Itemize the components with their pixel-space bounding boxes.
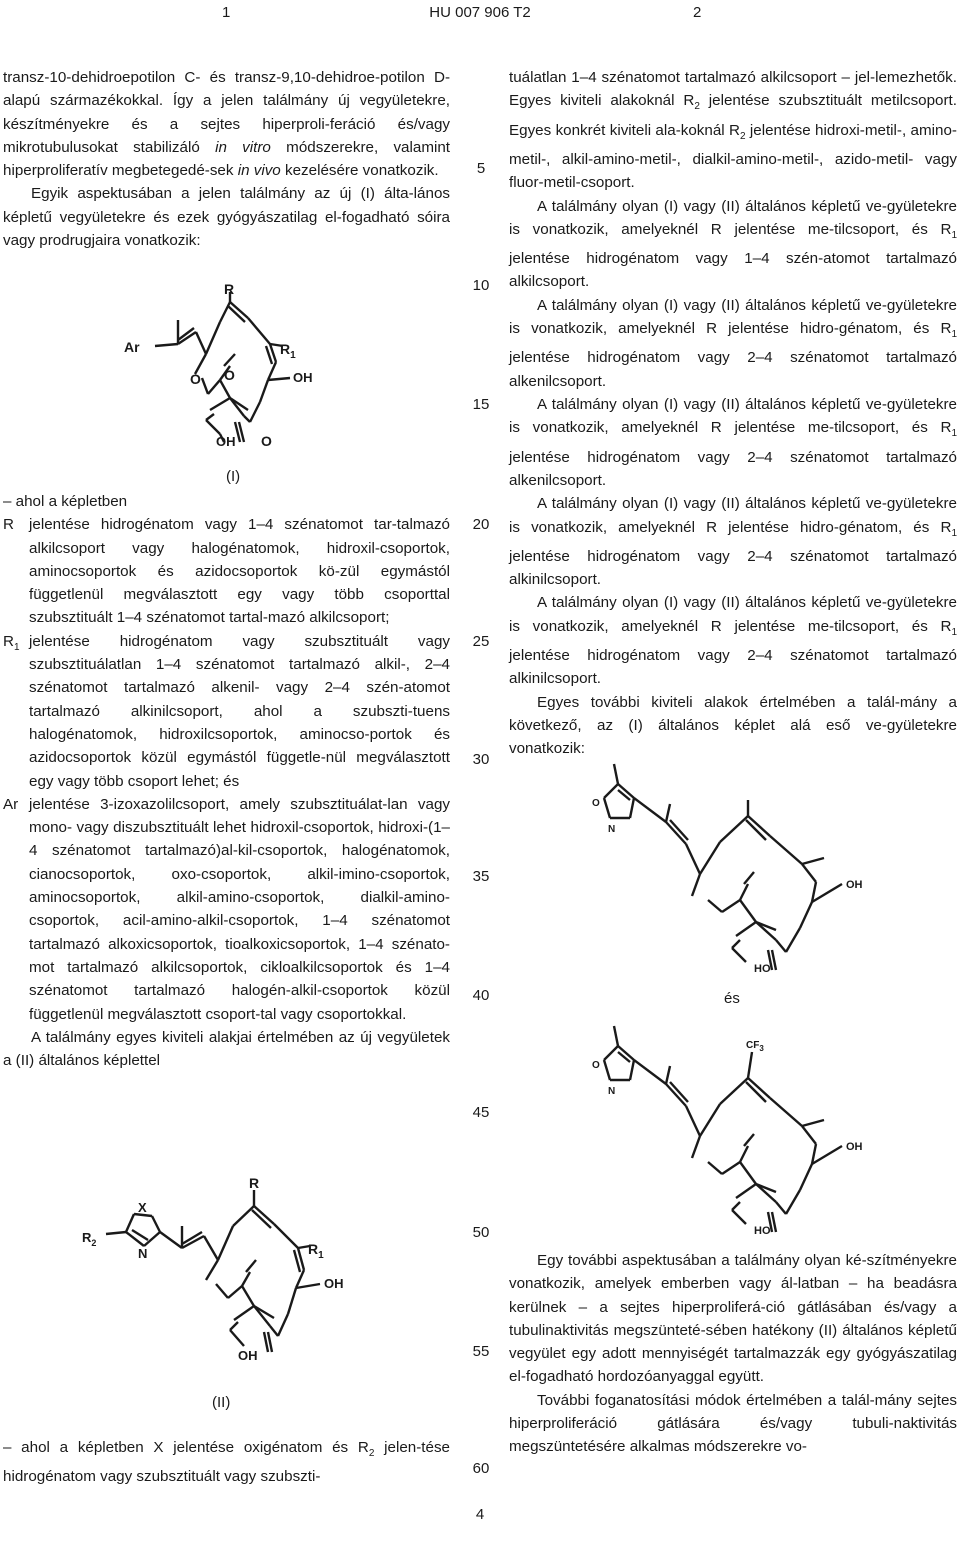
definition-R1: $R_1$ jelentése hidrogénatom vagy szubsztituált vagy szubsztituálatlan 1–4 szénatomot tartalmazó alkil-, 2–4 szénatomot tartalmazó alkenil- vagy 2–4 szén-atomot tartalmazó alkinilcsoport, ahol a szubszti-tuens halogénatomok, hidroxilcsoportok, aminocso-portok és azidocsoportok közül egymástól függetle-nül megválasztott egy vagy több csoport lehet; és (3, 632, 450, 790)
svg-text:O: O (190, 371, 201, 387)
definition-Ar: Ar jelentése 3-izoxazolilcsoport, amely szubsztituálat-lan vagy mono- vagy diszubsztituált lehet hidroxil-csoportok, hidroxi-(1–4 szénatomot tartalmazó)al-kil-csoportok, halogénatomok, cianocsoportok, oxo-csoportok, alkil-imino-csoportok, aminocsoportok, alkil-amino-csoportok, dialkil-amino-csoportok, acil-amino-alkil-csoportok, 1–4 szénatomot tartalmazó alkoxicsoportok, tioalkoxicsoportok, 1–4 szénato-mot tartalmazó alkilcsoportok, cikloalkilcsoportok és 1–4 szénatomot tartalmazó halogén-alkil-csoportok közül függetlenül megválasztott csoport-tal vagy csoportokkal. (3, 795, 450, 1023)
right-paragraph-5: A találmány olyan (I) vagy (II) általános képletű ve-gyületekre is vonatkozik, amelyeknél R jelentése hidro-génatom, és $R_1$ jelentése hidrogénatom vagy 2–4 szénatomot tartalmazó alkinilcsoport. (509, 495, 957, 589)
right-paragraph-1: tuálatlan 1–4 szénatomot tartalmazó alkilcsoport – jel-lemezhetők. Egyes kiviteli alakoknál $R_2$ jelentése szubsztituált metilcsoport. Egyes konkrét kiviteli ala-koknál $R_2$ jelentése hidroxi-metil-, amino-metil-, alkil-amino-metil-, dialkil-amino-metil-, azido-metil- vagy fluor-metil-csoport. (509, 69, 957, 192)
svg-text:R: R (249, 1176, 260, 1191)
line-number: 55 (472, 1343, 490, 1360)
formula-I-label: (I) (226, 468, 241, 485)
footer-page-number: 4 (475, 1506, 485, 1523)
left-paragraph-4: – ahol a képletben X jelentése oxigénatom és $R_2$ jelen-tése hidrogénatom vagy szubsztituált vagy szubszti- (3, 1439, 450, 1486)
line-number: 30 (472, 751, 490, 768)
right-paragraph-8: Egy további aspektusában a találmány olyan ké-szítményekre vonatkozik, amelyek emberben vagy ál-latban – ha beadásra kerülnek – a sejtes hiperproliferá-ció gátlásában és/vagy a tubulinaktivitás megszünteté-sében hatékony (II) általános képletű vegyület egy adott mennyiségét tartalmazzák egy gyógyászatilag el-fogadható hordozóanyaggal együtt. (509, 1252, 957, 1386)
structure-compound-B (590, 1022, 900, 1242)
line-number: 25 (472, 633, 490, 650)
definition-R: R jelentése hidrogénatom vagy 1–4 szénatomot tar-talmazó alkilcsoport vagy halogénatomok, hidroxil-csoportok, aminocsoportok és azidocsoportok kö-zül egymástól függetlenül megválasztott egy vagy több csoporttal szubsztituált 1–4 szénatomot tartal-mazó alkilcsoport; (3, 516, 450, 627)
svg-text:O: O (592, 1060, 600, 1071)
structure-formula-I (120, 282, 330, 452)
and-label: és (724, 990, 740, 1007)
left-paragraph-1: transz-10-dehidroepotilon C- és transz-9,10-dehidroe-potilon D-alapú származékokkal. Így a jelen találmány új vegyületekre, készítményekre és a sejtes hiperproli-feráció és/vagy mikrotubulusokat stabilizáló in vitro módszerekre, valamint hiperproliferatív megbetegedé-sek in vivo kezelésére vonatkozik. (3, 69, 451, 180)
right-paragraph-9: További foganatosítási módok értelmében a talál-mány sejtes hiperproliferáció gátlására és/vagy tubuli-naktivitás megszüntetésére alkalmas módszerekre vo- (509, 1391, 957, 1456)
line-number: 60 (472, 1460, 490, 1477)
svg-text:Ar: Ar (124, 339, 140, 355)
svg-text:O: O (592, 798, 600, 809)
line-number: 10 (472, 277, 490, 294)
left-column-top (3, 66, 450, 252)
line-number: 5 (476, 160, 486, 177)
svg-text:OH: OH (846, 1141, 863, 1153)
svg-text:OH: OH (846, 879, 863, 891)
left-column-bottom (3, 1436, 450, 1489)
right-column-bottom (509, 1249, 957, 1459)
svg-text:R1: $R_1$ (280, 341, 296, 361)
right-paragraph-3: A találmány olyan (I) vagy (II) általános képletű ve-gyületekre is vonatkozik, amelyeknél R jelentése hidro-génatom, és $R_1$ jelentése hidrogénatom vagy 2–4 szénatomot tartalmazó alkenilcsoport. (509, 296, 957, 390)
header-left-page-number: 1 (222, 4, 231, 21)
right-paragraph-2: A találmány olyan (I) vagy (II) általános képletű ve-gyületekre is vonatkozik, amelyeknél R jelentése me-tilcsoport, és $R_1$ jelentése hidrogénatom vagy 1–4 szén-atomot tartalmazó alkilcsoport. (509, 197, 957, 291)
header-title: HU 007 906 T2 (429, 4, 531, 21)
structure-compound-A (590, 760, 900, 980)
svg-text:R1: $R_1$ (308, 1241, 324, 1261)
line-number: 50 (472, 1224, 490, 1241)
svg-text:R2: $R_2$ (82, 1230, 97, 1248)
left-paragraph-2: Egyik aspektusában a jelen találmány az új (I) álta-lános képletű vegyületekre és ezek gyógyászatilag el-fogadható sóira vagy prodrugjaira vonatkozik: (3, 185, 450, 250)
header-right-page-number: 2 (693, 4, 702, 21)
wherein-line: – ahol a képletben (3, 493, 128, 510)
svg-text:R: R (224, 282, 235, 297)
svg-text:O: O (261, 433, 272, 449)
svg-text:OH: OH (293, 370, 313, 385)
line-number: 20 (472, 516, 490, 533)
svg-text:N: N (608, 824, 616, 835)
svg-text:CF3: $CF_3$ (746, 1040, 764, 1053)
svg-text:HO: HO (754, 963, 771, 975)
svg-text:N: N (138, 1246, 148, 1261)
line-number: 35 (472, 868, 490, 885)
svg-text:HO: HO (754, 1225, 771, 1237)
structure-formula-II (78, 1176, 378, 1366)
svg-text:O: O (224, 367, 235, 383)
line-number: 40 (472, 987, 490, 1004)
svg-text:OH: OH (238, 1348, 258, 1363)
left-column-definitions (3, 490, 450, 1072)
left-paragraph-3: A találmány egyes kiviteli alakjai értelmében az új vegyületek a (II) általános képlettel (3, 1028, 450, 1070)
line-number: 15 (472, 396, 490, 413)
formula-II-label: (II) (212, 1394, 231, 1411)
svg-text:X: X (138, 1200, 147, 1215)
svg-text:OH: OH (216, 434, 236, 449)
right-paragraph-4: A találmány olyan (I) vagy (II) általános képletű ve-gyületekre is vonatkozik, amelyeknél R jelentése me-tilcsoport, és $R_1$ jelentése hidrogénatom vagy 2–4 szénatomot tartalmazó alkenilcsoport. (509, 395, 957, 489)
svg-text:OH: OH (324, 1276, 344, 1291)
right-paragraph-7: Egyes további kiviteli alakok értelmében a talál-mány a következő, az (I) általános képlet alá eső ve-gyületekre vonatkozik: (509, 693, 957, 758)
right-column-top (509, 66, 957, 761)
line-number: 45 (472, 1104, 490, 1121)
svg-text:N: N (608, 1086, 616, 1097)
right-paragraph-6: A találmány olyan (I) vagy (II) általános képletű ve-gyületekre is vonatkozik, amelyeknél R jelentése me-tilcsoport, és $R_1$ jelentése hidrogénatom vagy 2–4 szénatomot tartalmazó alkinilcsoport. (509, 594, 957, 688)
